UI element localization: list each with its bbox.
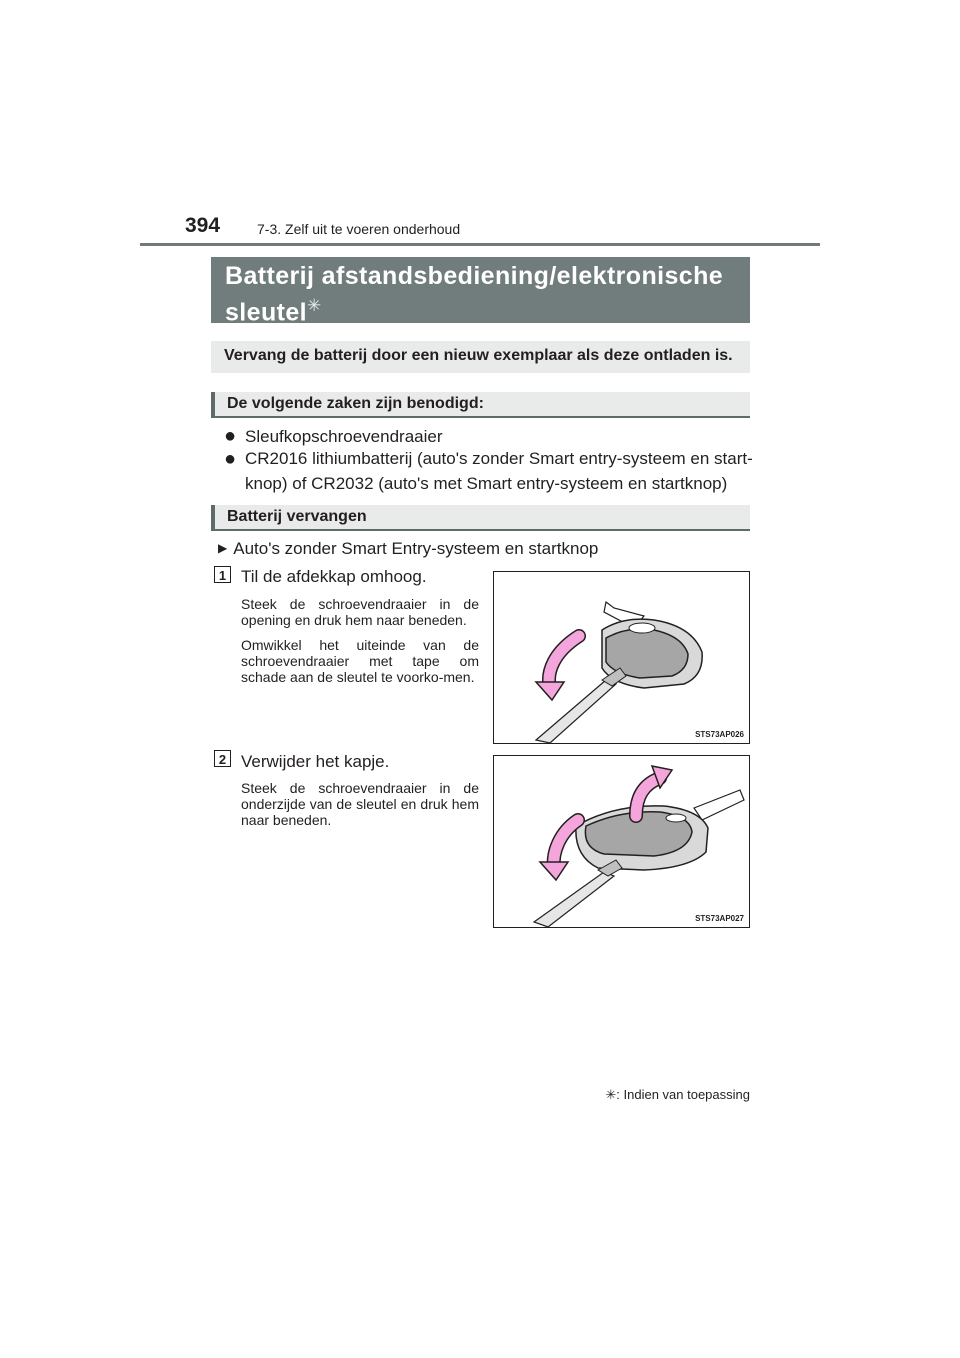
page-title-box (211, 257, 750, 327)
step-body (241, 780, 479, 837)
list-item-text: CR2016 lithiumbatterij (auto's zonder Smart entry-systeem en start-knop) of CR2032 (auto's met Smart entry-systeem en startknop) (245, 449, 753, 493)
asterisk-icon: ✳ (307, 296, 322, 315)
step-paragraph: Omwikkel het uiteinde van de schroevendraaier met tape om schade aan de sleutel te voorko-men. (241, 637, 479, 685)
page-number: 394 (185, 214, 221, 237)
step-title: Verwijder het kapje. (241, 752, 390, 771)
bullet-icon: ● (224, 425, 237, 447)
footnote (605, 1087, 750, 1103)
step-paragraph: Steek de schroevendraaier in de opening en druk hem naar beneden. (241, 596, 479, 628)
page-title (225, 262, 745, 327)
step-number: 2 (214, 750, 231, 767)
step-title: Til de afdekkap omhoog. (241, 567, 427, 586)
figure-code: STS73AP027 (695, 914, 744, 923)
variant-text: Auto's zonder Smart Entry-systeem en startknop (233, 539, 599, 558)
list-item-text: Sleufkopschroevendraaier (245, 427, 443, 446)
step-body (241, 596, 479, 694)
needed-heading: De volgende zaken zijn benodigd: (227, 395, 484, 412)
bullet-icon: ● (224, 448, 237, 470)
figure-key-remove-cap (493, 755, 750, 928)
step-paragraph: Steek de schroevendraaier in de onderzijde van de sleutel en druk hem naar beneden. (241, 780, 479, 828)
needed-heading-band (211, 392, 750, 418)
step-number: 1 (214, 566, 231, 583)
variant-line (218, 539, 598, 559)
footnote-text: : Indien van toepassing (616, 1087, 750, 1102)
intro-band (211, 341, 750, 373)
triangle-right-icon: ▶ (218, 541, 228, 555)
replace-heading-band (211, 505, 750, 531)
asterisk-icon: ✳ (605, 1087, 617, 1102)
replace-heading: Batterij vervangen (227, 508, 367, 525)
figure-code: STS73AP026 (695, 730, 744, 739)
intro-text: Vervang de batterij door een nieuw exemplaar als deze ontladen is. (224, 347, 733, 364)
header-rule (140, 243, 820, 246)
key-illustration (494, 572, 749, 743)
page-title-text: Batterij afstandsbediening/elektronische sleutel (225, 262, 724, 327)
key-illustration (494, 756, 749, 927)
section-title: 7-3. Zelf uit te voeren onderhoud (257, 221, 461, 237)
figure-key-lift-cover (493, 571, 750, 744)
